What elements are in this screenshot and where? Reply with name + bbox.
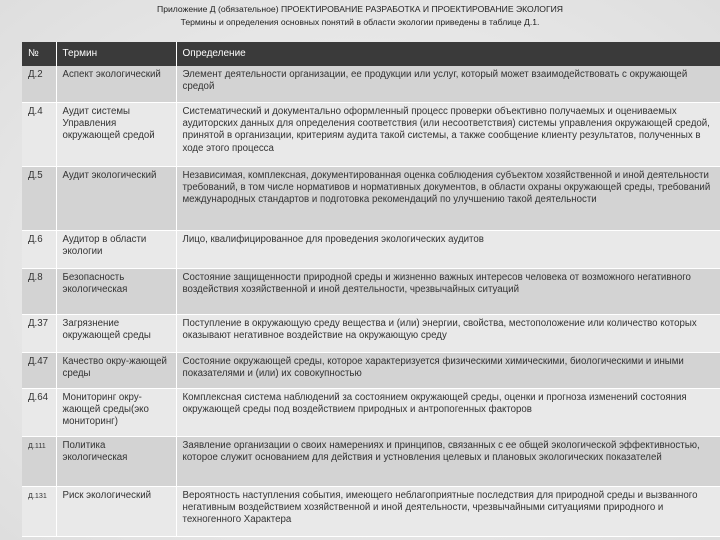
- document-title: Приложение Д (обязательное) ПРОЕКТИРОВАНИЕ РАЗРАБОТКА И ПРОЕКТИРОВАНИЕ ЭКОЛОГИЯ: [157, 4, 563, 14]
- row-definition: Комплексная система наблюдений за состоянием окружающей среды, оценки и прогноза изменений состояния окружающей среды под воздействием природных и антропогенных факторов: [176, 388, 720, 436]
- row-term: Загрязнение окружающей среды: [56, 314, 176, 352]
- row-definition: Состояние окружающей среды, которое характеризуется физическими химическими, биологическими и иными показателями и (или) их совокупностью: [176, 352, 720, 388]
- row-definition: Элемент деятельности организации, ее продукции или услуг, который может взаимодействовать с окружающей средой: [176, 66, 720, 102]
- row-number: Д.8: [22, 268, 56, 314]
- row-term: Качество окру-жающей среды: [56, 352, 176, 388]
- row-definition: Состояние защищенности природной среды и жизненно важных интересов человека от возможного негативного воздействия хозяйственной и иной деятельности, чрезвычайных ситуаций: [176, 268, 720, 314]
- column-header-definition: Определение: [176, 42, 720, 66]
- row-number: Д.5: [22, 166, 56, 230]
- row-number: Д.131: [22, 486, 56, 536]
- row-number: Д.4: [22, 102, 56, 166]
- table-row: [22, 102, 720, 166]
- row-term: Политика экологическая: [56, 436, 176, 486]
- document-subtitle: Термины и определения основных понятий в области экологии приведены в таблице Д.1.: [180, 17, 540, 27]
- table-row: [22, 486, 720, 536]
- row-term: Аудитор в области экологии: [56, 230, 176, 268]
- row-term: Аудит экологический: [56, 166, 176, 230]
- row-term: Аудит системы Управления окружающей средой: [56, 102, 176, 166]
- table-row: [22, 314, 720, 352]
- table-row: [22, 388, 720, 436]
- column-header-term: Термин: [56, 42, 176, 66]
- table-row: [22, 352, 720, 388]
- table-row: [22, 166, 720, 230]
- row-definition: Заявление организации о своих намерениях и принципов, связанных с ее общей экологической эффективностью, которое служит основанием для действия и устновления целевых и плановых экологических показателей: [176, 436, 720, 486]
- row-term: Риск экологический: [56, 486, 176, 536]
- table-row: [22, 66, 720, 102]
- table-row: [22, 230, 720, 268]
- row-number: Д.37: [22, 314, 56, 352]
- terms-table: [22, 42, 720, 537]
- row-number: Д.111: [22, 436, 56, 486]
- table-header-row: [22, 42, 720, 66]
- row-definition: Поступление в окружающую среду вещества и (или) энергии, свойства, местоположение или количество которых оказывают негативное воздействие на окружающую среду: [176, 314, 720, 352]
- column-header-number: №: [22, 42, 56, 66]
- row-definition: Лицо, квалифицированное для проведения экологических аудитов: [176, 230, 720, 268]
- row-term: Безопасность экологическая: [56, 268, 176, 314]
- row-definition: Независимая, комплексная, документированная оценка соблюдения субъектом хозяйственной и иной деятельности требований, в том числе нормативов и нормативных документов, в области охраны окружающей среды, требований международных стандартов и подготовка рекомендаций по улучшению такой деятельности: [176, 166, 720, 230]
- table-row: [22, 436, 720, 486]
- row-term: Аспект экологический: [56, 66, 176, 102]
- table-row: [22, 268, 720, 314]
- row-number: Д.2: [22, 66, 56, 102]
- row-number: Д.47: [22, 352, 56, 388]
- row-definition: Систематический и документально оформленный процесс проверки объективно получаемых и оцениваемых аудиторских данных для определения соответствия (или несоответствия) системы управления окружающей средой, принятой в организации, критериям аудита такой системы, а также сообщение клиенту результатов, полученных в ходе этого процесса: [176, 102, 720, 166]
- row-number: Д.6: [22, 230, 56, 268]
- document-header: [0, 0, 720, 36]
- row-number: Д.64: [22, 388, 56, 436]
- row-definition: Вероятность наступления события, имеющего неблагоприятные последствия для природной среды и вызванного негативным воздействием хозяйственной и иной деятельности, чрезвычайными ситуациями природного и техногенного Характера: [176, 486, 720, 536]
- row-term: Мониторинг окру-жающей среды(эко мониторинг): [56, 388, 176, 436]
